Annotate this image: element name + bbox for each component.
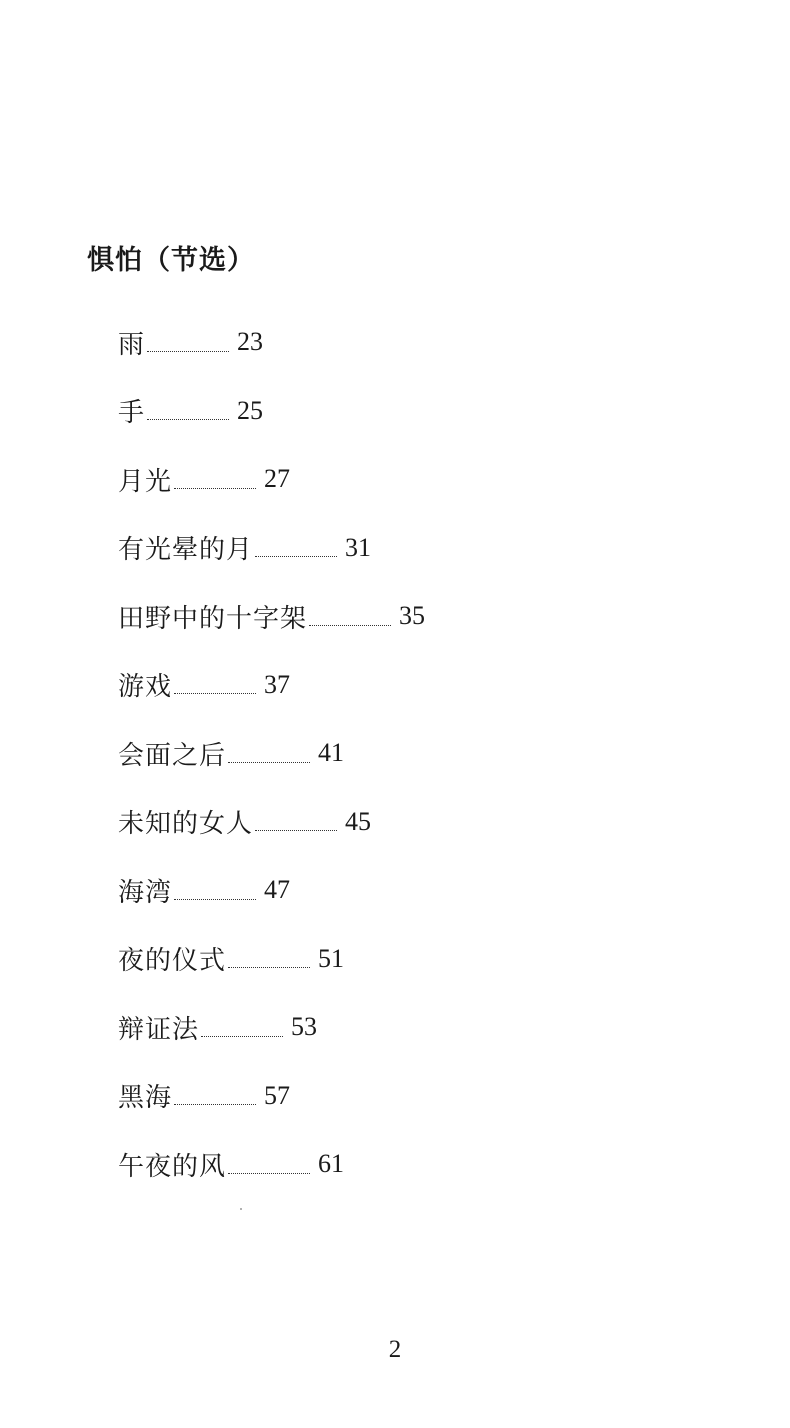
toc-entry-title: 雨 bbox=[118, 329, 146, 360]
toc-entry bbox=[118, 582, 425, 651]
toc-entry-title: 月光 bbox=[118, 466, 173, 497]
toc-entry-title: 有光晕的月 bbox=[118, 535, 254, 566]
dot-leader bbox=[228, 967, 310, 968]
toc-entry-title: 夜的仪式 bbox=[118, 946, 227, 977]
dot-leader bbox=[174, 1104, 256, 1105]
table-of-contents bbox=[118, 308, 425, 1199]
toc-entry-page: 23 bbox=[237, 327, 264, 357]
toc-entry-page: 45 bbox=[345, 806, 372, 836]
toc-entry bbox=[118, 993, 425, 1062]
toc-entry bbox=[118, 1130, 425, 1199]
toc-entry-title: 会面之后 bbox=[118, 740, 227, 771]
section-title: 惧怕（节选） bbox=[87, 245, 255, 276]
dot-leader bbox=[255, 830, 337, 831]
dot-leader bbox=[255, 556, 337, 557]
toc-entry-page: 25 bbox=[237, 395, 264, 425]
toc-entry-title: 游戏 bbox=[118, 672, 173, 703]
toc-entry-page: 61 bbox=[318, 1149, 345, 1179]
toc-entry bbox=[118, 788, 425, 857]
dot-leader bbox=[174, 488, 256, 489]
dot-leader bbox=[147, 351, 229, 352]
dot-leader bbox=[174, 899, 256, 900]
dot-leader bbox=[147, 419, 229, 420]
dot-leader bbox=[174, 693, 256, 694]
toc-entry bbox=[118, 514, 425, 583]
toc-entry-page: 53 bbox=[291, 1012, 318, 1042]
toc-entry-title: 田野中的十字架 bbox=[118, 603, 308, 634]
toc-entry-page: 51 bbox=[318, 943, 345, 973]
toc-entry-page: 41 bbox=[318, 738, 345, 768]
toc-entry-page: 47 bbox=[264, 875, 291, 905]
toc-entry-title: 黑海 bbox=[118, 1083, 173, 1114]
toc-entry-page: 57 bbox=[264, 1080, 291, 1110]
toc-entry-page: 37 bbox=[264, 669, 291, 699]
toc-entry bbox=[118, 651, 425, 720]
toc-entry bbox=[118, 925, 425, 994]
toc-entry-title: 海湾 bbox=[118, 877, 173, 908]
toc-entry bbox=[118, 719, 425, 788]
toc-entry-page: 31 bbox=[345, 532, 372, 562]
dot-leader bbox=[228, 762, 310, 763]
toc-entry-title: 手 bbox=[118, 398, 146, 429]
dot-leader bbox=[201, 1036, 283, 1037]
toc-entry bbox=[118, 856, 425, 925]
toc-entry bbox=[118, 377, 425, 446]
scan-speck bbox=[240, 1208, 242, 1210]
toc-entry bbox=[118, 1062, 425, 1131]
toc-entry-title: 未知的女人 bbox=[118, 809, 254, 840]
dot-leader bbox=[309, 625, 391, 626]
page-number: 2 bbox=[388, 1336, 402, 1363]
toc-entry-title: 午夜的风 bbox=[118, 1151, 227, 1182]
dot-leader bbox=[228, 1173, 310, 1174]
toc-entry-title: 辩证法 bbox=[118, 1014, 200, 1045]
toc-entry bbox=[118, 445, 425, 514]
toc-entry-page: 35 bbox=[399, 601, 426, 631]
toc-entry-page: 27 bbox=[264, 464, 291, 494]
toc-entry bbox=[118, 308, 425, 377]
